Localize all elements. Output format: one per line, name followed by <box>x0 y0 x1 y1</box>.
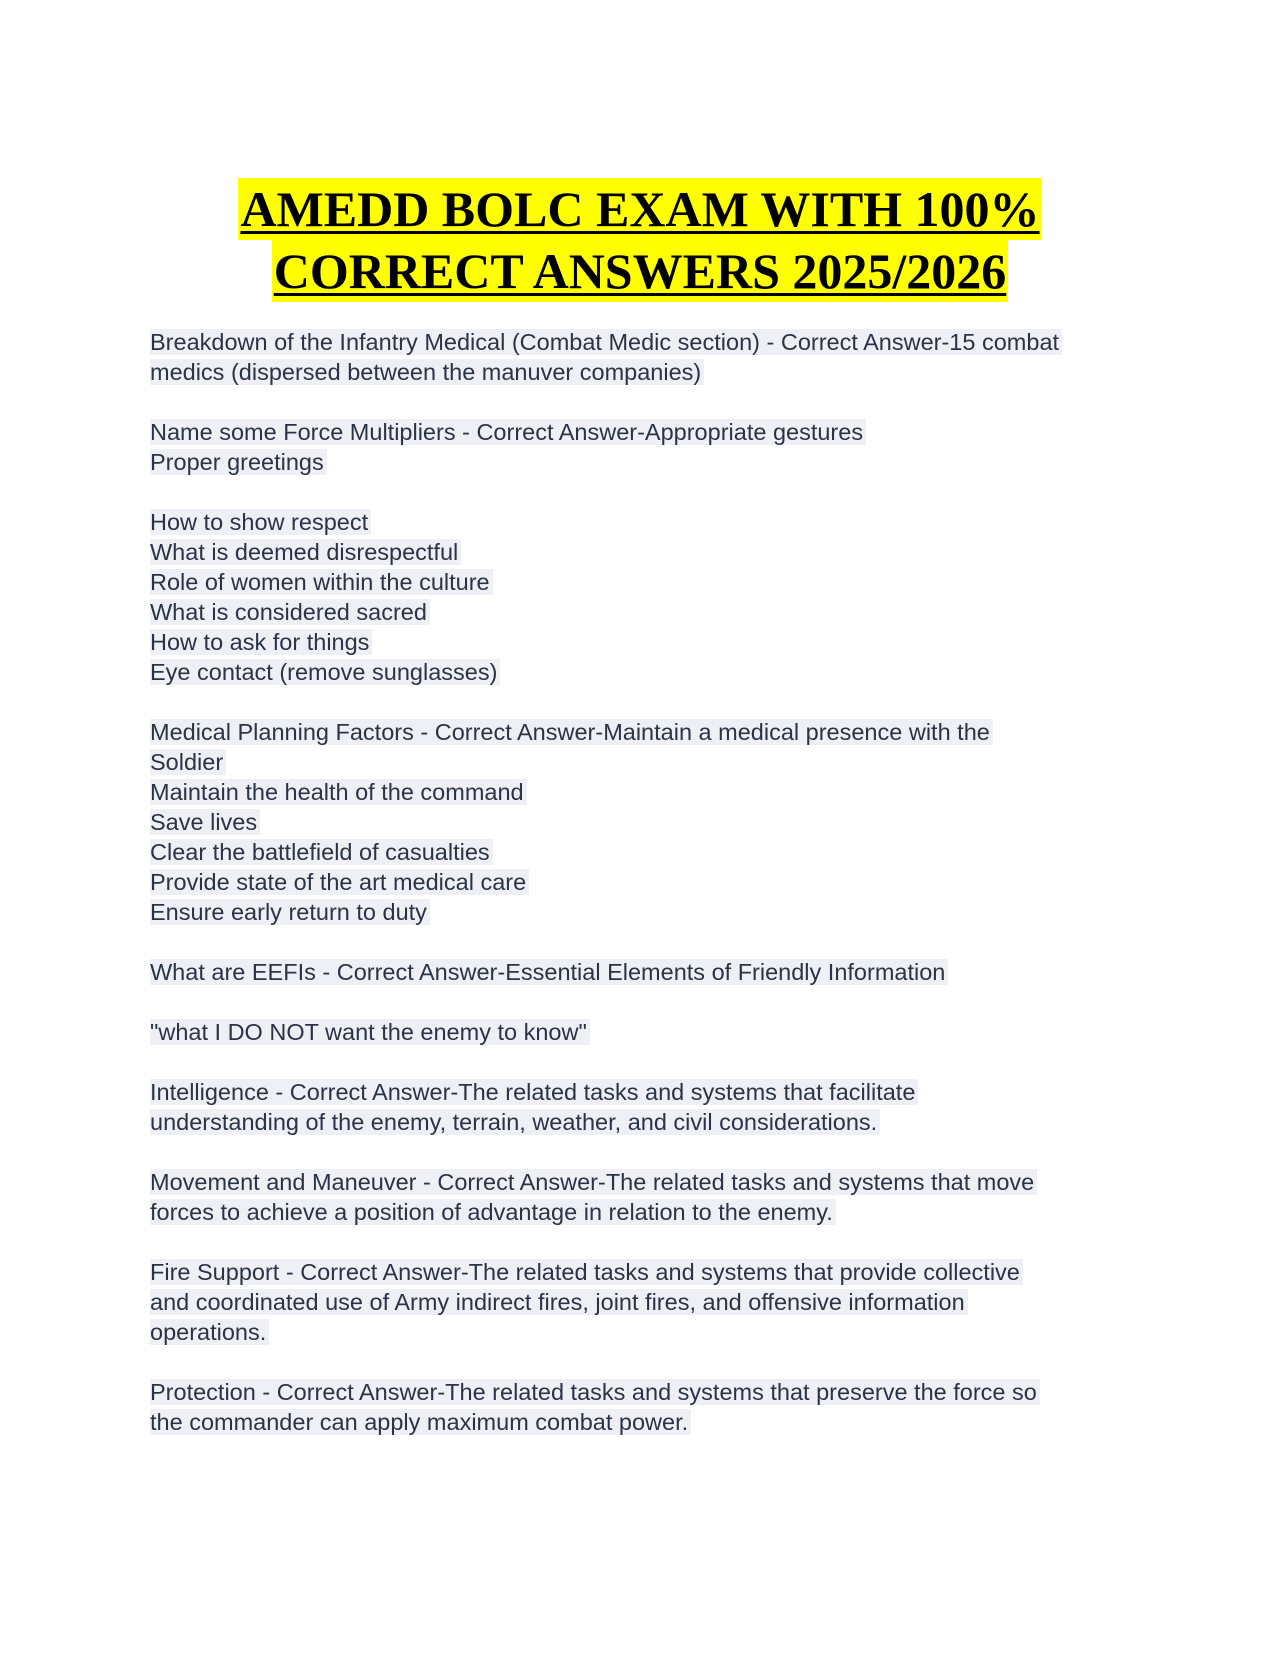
qa-block <box>150 1377 1150 1437</box>
qa-block <box>150 1017 1150 1047</box>
text-line: the commander can apply maximum combat power. <box>150 1407 1150 1437</box>
text-line: understanding of the enemy, terrain, weather, and civil considerations. <box>150 1107 1150 1137</box>
title-line-2: CORRECT ANSWERS 2025/2026 <box>272 240 1009 302</box>
text-line: Save lives <box>150 807 1150 837</box>
qa-block <box>150 417 1150 477</box>
text-line: "what I DO NOT want the enemy to know" <box>150 1017 1150 1047</box>
text-line: Medical Planning Factors - Correct Answer-Maintain a medical presence with the <box>150 717 1150 747</box>
text-line: Proper greetings <box>150 447 1150 477</box>
text-line: Soldier <box>150 747 1150 777</box>
text-line: Provide state of the art medical care <box>150 867 1150 897</box>
text-line: What is considered sacred <box>150 597 1150 627</box>
qa-block <box>150 957 1150 987</box>
text-line: Clear the battlefield of casualties <box>150 837 1150 867</box>
text-line: Movement and Maneuver - Correct Answer-The related tasks and systems that move <box>150 1167 1150 1197</box>
text-line: How to show respect <box>150 507 1150 537</box>
text-line: medics (dispersed between the manuver companies) <box>150 357 1150 387</box>
text-line: Breakdown of the Infantry Medical (Combat Medic section) - Correct Answer-15 combat <box>150 327 1150 357</box>
text-line: Protection - Correct Answer-The related tasks and systems that preserve the force so <box>150 1377 1150 1407</box>
text-line: Intelligence - Correct Answer-The related tasks and systems that facilitate <box>150 1077 1150 1107</box>
qa-block <box>150 1257 1150 1347</box>
qa-block <box>150 1167 1150 1227</box>
text-line: Fire Support - Correct Answer-The related tasks and systems that provide collective <box>150 1257 1150 1287</box>
text-line: Role of women within the culture <box>150 567 1150 597</box>
title-line-1: AMEDD BOLC EXAM WITH 100% <box>238 178 1041 240</box>
text-line: What is deemed disrespectful <box>150 537 1150 567</box>
text-line: Ensure early return to duty <box>150 897 1150 927</box>
text-line: How to ask for things <box>150 627 1150 657</box>
text-line: operations. <box>150 1317 1150 1347</box>
text-line: forces to achieve a position of advantage in relation to the enemy. <box>150 1197 1150 1227</box>
text-line: and coordinated use of Army indirect fires, joint fires, and offensive information <box>150 1287 1150 1317</box>
qa-block <box>150 1077 1150 1137</box>
text-line: What are EEFIs - Correct Answer-Essential Elements of Friendly Information <box>150 957 1150 987</box>
qa-block <box>150 507 1150 687</box>
document-title <box>0 178 1280 302</box>
text-line: Eye contact (remove sunglasses) <box>150 657 1150 687</box>
document-body <box>150 327 1150 1437</box>
qa-block <box>150 327 1150 387</box>
text-line: Maintain the health of the command <box>150 777 1150 807</box>
text-line: Name some Force Multipliers - Correct Answer-Appropriate gestures <box>150 417 1150 447</box>
qa-block <box>150 717 1150 927</box>
